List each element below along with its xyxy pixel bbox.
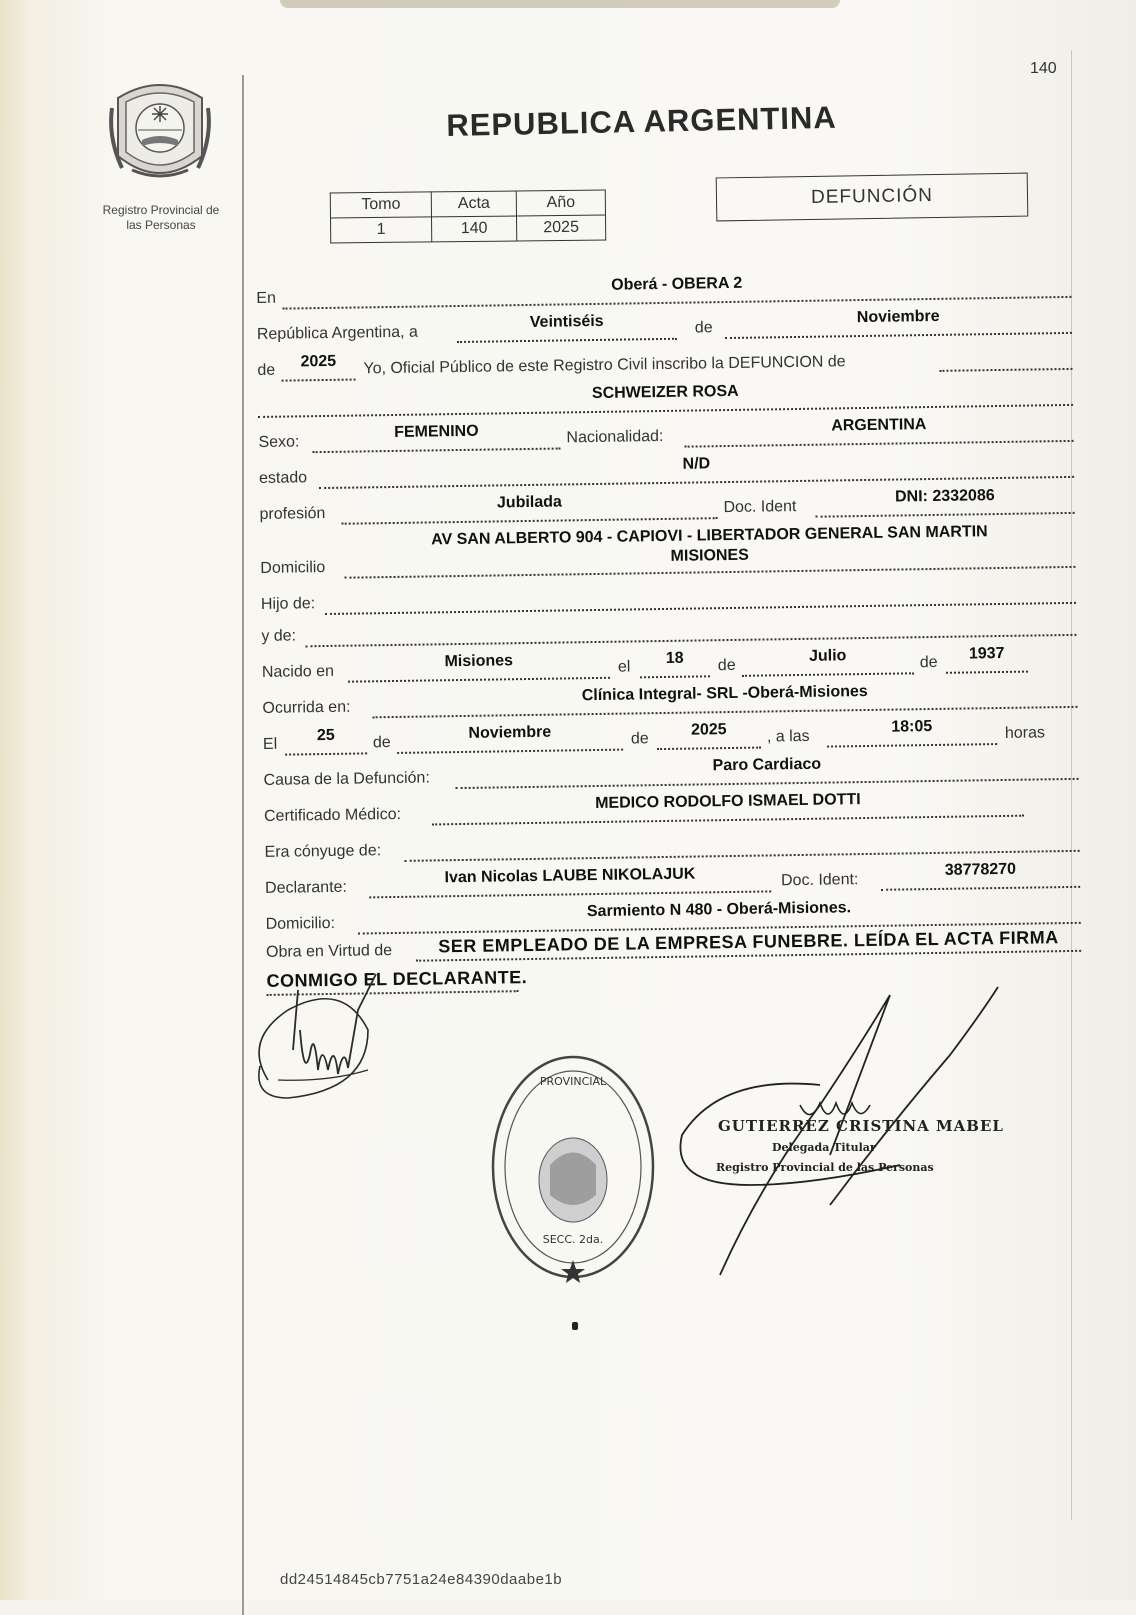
field-defuncion-dia: [285, 728, 367, 755]
label-el-cap: El: [262, 735, 278, 753]
value-conyuge: [405, 842, 1080, 852]
value-obra-line2: CONMIGO EL DECLARANTE.: [266, 967, 528, 991]
label-de-def-anio: de: [630, 730, 649, 748]
record-header-acta: Acta: [431, 191, 516, 217]
field-defuncion-anio: [657, 723, 761, 751]
value-hijo-de: [325, 594, 1076, 605]
label-sexo: Sexo:: [258, 433, 300, 451]
label-certificado: Certificado Médico:: [263, 805, 402, 825]
label-hijo-de: Hijo de:: [260, 595, 316, 613]
label-y-de: y de:: [261, 627, 297, 645]
page-top-edge: [280, 0, 840, 8]
value-nacido-lugar: Misiones: [444, 652, 514, 671]
value-sexo: FEMENINO: [394, 422, 479, 441]
svg-text:PROVINCIAL: PROVINCIAL: [539, 1075, 607, 1088]
value-declarante: Ivan Nicolas LAUBE NIKOLAJUK: [444, 865, 696, 887]
record-value-anio: 2025: [516, 215, 605, 241]
label-profesion: profesión: [259, 504, 326, 523]
value-fallecido: SCHWEIZER ROSA: [591, 382, 739, 403]
death-record-form: [256, 262, 1082, 996]
delegation-seal-icon: [488, 1055, 658, 1285]
registry-caption-line2: las Personas: [126, 218, 196, 232]
value-nacido-dia: 18: [665, 649, 684, 667]
value-domicilio-line1: AV SAN ALBERTO 904 - CAPIOVI - LIBERTADOR GENERAL SAN MARTIN: [431, 523, 988, 549]
label-de-nac-mes: de: [717, 656, 736, 675]
province-coat-of-arms-icon: [108, 78, 212, 190]
record-header-anio: Año: [516, 190, 605, 216]
value-defuncion-anio: 2025: [690, 721, 727, 739]
value-y-de: [305, 626, 1076, 637]
value-mes: Noviembre: [856, 307, 940, 327]
label-conyuge: Era cónyuge de:: [264, 842, 382, 861]
value-domicilio-line2: MISIONES: [670, 546, 749, 565]
label-doc-ident2: Doc. Ident:: [780, 871, 859, 890]
field-hora: [827, 719, 997, 748]
svg-text:SECC. 2da.: SECC. 2da.: [542, 1233, 604, 1246]
value-nacido-mes: Julio: [808, 647, 847, 665]
field-nacido-dia: [640, 651, 710, 678]
value-defuncion-dia: 25: [316, 726, 335, 745]
value-dia-texto: Veintiséis: [529, 312, 604, 331]
label-horas: horas: [1004, 724, 1046, 742]
label-a-las: , a las: [766, 727, 810, 746]
field-declarante-doc: [881, 862, 1080, 891]
official-role: Delegada Titular: [772, 1141, 876, 1154]
value-certificado: MEDICO RODOLFO ISMAEL DOTTI: [595, 791, 861, 813]
label-el: el: [617, 658, 631, 676]
official-stamp: [660, 985, 1040, 1285]
record-value-acta: 140: [432, 216, 517, 242]
label-de-mes: de: [694, 319, 713, 337]
registry-caption: [88, 203, 234, 233]
label-obra: Obra en Virtud de: [265, 942, 393, 961]
record-value-tomo: 1: [331, 217, 432, 243]
official-office: Registro Provincial de las Personas: [716, 1161, 934, 1174]
label-ocurrida-en: Ocurrida en:: [262, 698, 351, 717]
label-republica: República Argentina, a: [256, 323, 419, 343]
official-signature-icon: [660, 985, 1040, 1285]
value-profesion: Jubilada: [496, 493, 562, 512]
value-hora: 18:05: [891, 718, 933, 736]
value-estado: N/D: [682, 455, 711, 473]
field-documento: [815, 488, 1074, 518]
label-causa: Causa de la Defunción:: [263, 769, 430, 789]
footer-hash: dd24514845cb7751a24e84390daabe1b: [280, 1571, 563, 1588]
label-estado: estado: [258, 469, 308, 487]
value-causa: Paro Cardiaco: [712, 755, 822, 775]
value-anio: 2025: [300, 352, 337, 371]
document-type-box: DEFUNCIÓN: [716, 173, 1029, 222]
page-number: 140: [1030, 60, 1057, 77]
value-nacido-anio: 1937: [968, 644, 1005, 663]
label-en: En: [256, 289, 277, 307]
margin-line: [242, 75, 244, 1615]
value-obra-line1: SER EMPLEADO DE LA EMPRESA FUNEBRE. LEÍDA EL ACTA FIRMA: [438, 927, 1059, 957]
label-domicilio: Domicilio: [260, 559, 326, 577]
value-lugar: Oberá - OBERA 2: [611, 274, 743, 294]
field-sexo: [312, 424, 560, 454]
label-nacionalidad: Nacionalidad:: [566, 427, 664, 447]
value-ocurrida-en: Clínica Integral- SRL -Oberá-Misiones: [581, 682, 868, 705]
label-domicilio2: Domicilio:: [265, 914, 336, 933]
label-declarante: Declarante:: [264, 878, 348, 897]
field-anio: [281, 352, 355, 382]
record-table: [330, 190, 607, 244]
label-yo-oficial: Yo, Oficial Público de este Registro Civil inscribo la DEFUNCION de: [363, 353, 846, 378]
official-name: GUTIERREZ CRISTINA MABEL: [718, 1117, 1004, 1135]
declarant-signature-icon: [248, 970, 398, 1110]
value-declarante-doc: 38778270: [944, 860, 1017, 879]
field-defuncion-mes: [397, 725, 623, 754]
field-nacido-lugar: [348, 653, 610, 683]
ink-dot: [572, 1322, 578, 1330]
document-title: REPUBLICA ARGENTINA: [446, 99, 838, 143]
value-declarante-domicilio: Sarmiento N 480 - Oberá-Misiones.: [586, 899, 852, 921]
value-defuncion-mes: Noviembre: [468, 723, 552, 742]
record-header-tomo: Tomo: [330, 192, 431, 218]
field-dia-texto: [457, 314, 677, 343]
label-nacido-en: Nacido en: [261, 662, 335, 681]
field-yo-oficial-blank: [939, 344, 1072, 372]
label-de-nac-anio: de: [919, 653, 938, 672]
value-documento: DNI: 2332086: [894, 487, 995, 506]
label-doc-ident: Doc. Ident: [723, 498, 797, 517]
field-nacido-anio: [946, 644, 1028, 674]
field-nacido-mes: [742, 648, 914, 677]
label-de-def-mes: de: [372, 734, 391, 752]
registry-caption-line1: Registro Provincial de: [102, 203, 220, 217]
value-nacionalidad: ARGENTINA: [831, 416, 927, 435]
label-de-anio: de: [257, 361, 276, 379]
